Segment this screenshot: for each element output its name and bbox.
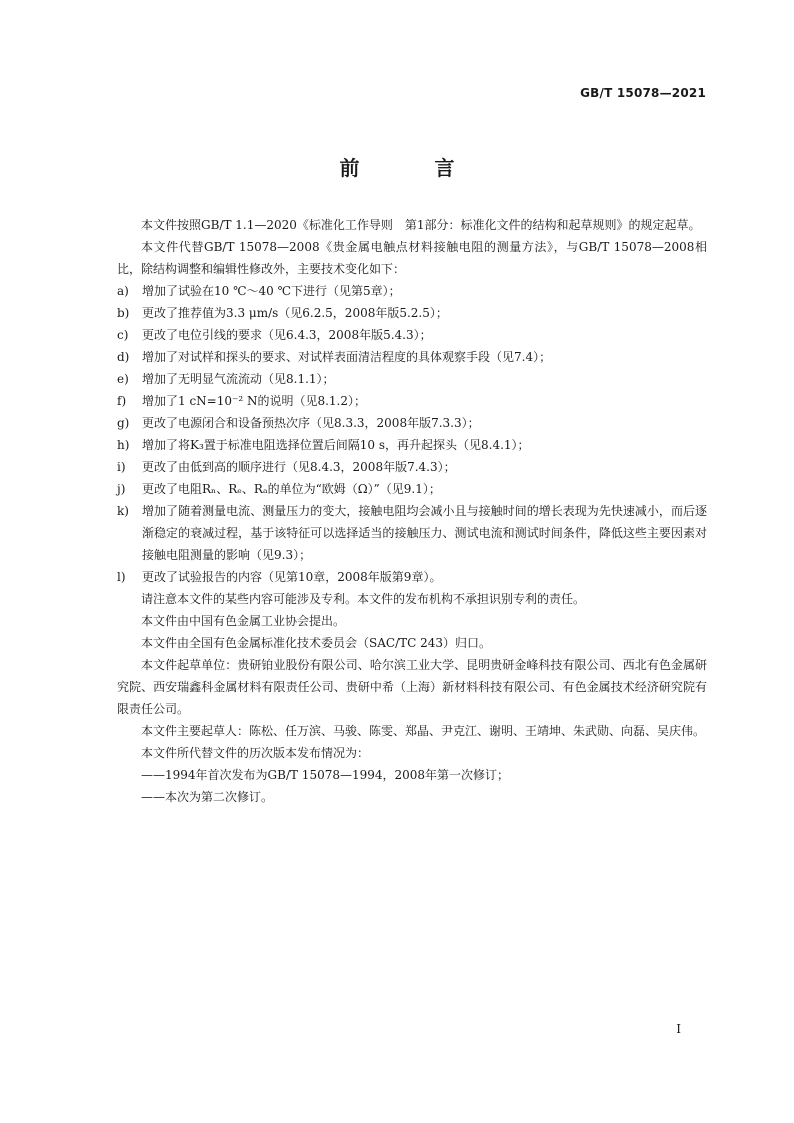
page-title: 前 言 [339, 156, 489, 180]
changes-list [117, 280, 707, 588]
paragraph-drafting-units: 本文件起草单位：贵研铂业股份有限公司、哈尔滨工业大学、昆明贵研金峰科技有限公司、西北有色金属研究院、西安瑞鑫科金属材料有限责任公司、贵研中希（上海）新材料科技有限公司、有色金属技术经济研究院有限责任公司。 [117, 658, 707, 716]
list-marker: b) [117, 306, 130, 320]
list-item [117, 302, 707, 324]
list-item-text: 更改了电阻Rₙ、Rₑ、Rₐ的单位为“欧姆（Ω）”（见9.1）； [142, 482, 441, 496]
list-marker: h) [117, 438, 130, 452]
list-item-text: 增加了1 cN=10⁻² N的说明（见8.1.2）； [142, 394, 366, 408]
list-marker: d) [117, 350, 130, 364]
list-item [117, 500, 707, 566]
list-marker: l) [117, 570, 126, 584]
paragraph-drafting-rule: 本文件按照GB/T 1.1—2020《标准化工作导则 第1部分：标准化文件的结构和起草规则》的规定起草。 [141, 218, 701, 232]
paragraph-patent-notice: 请注意本文件的某些内容可能涉及专利。本文件的发布机构不承担识别专利的责任。 [141, 592, 586, 606]
list-item-text: 更改了推荐值为3.3 μm/s（见6.2.5，2008年版5.2.5）； [142, 306, 448, 320]
list-item [117, 566, 707, 588]
list-item-text: 更改了试验报告的内容（见第10章，2008年版第9章）。 [142, 570, 442, 584]
list-marker: e) [117, 372, 129, 386]
list-marker: a) [117, 284, 129, 298]
list-item-text: 更改了由低到高的顺序进行（见8.4.3，2008年版7.4.3）； [142, 460, 456, 474]
list-marker: j) [117, 482, 126, 496]
list-item [117, 434, 707, 456]
list-item-text: 增加了无明显气流流动（见8.1.1）； [142, 372, 335, 386]
paragraph-replaces: 本文件代替GB/T 15078—2008《贵金属电触点材料接触电阻的测量方法》，与GB/T 15078—2008相比，除结构调整和编辑性修改外，主要技术变化如下： [117, 240, 707, 276]
list-marker: i) [117, 460, 126, 474]
list-item-text: 更改了电源闭合和设备预热次序（见8.3.3，2008年版7.3.3）； [142, 416, 480, 430]
paragraph-history-intro: 本文件所代替文件的历次版本发布情况为： [141, 746, 370, 760]
list-item [117, 412, 707, 434]
list-marker: g) [117, 416, 130, 430]
list-item-text: 增加了随着测量电流、测量压力的变大，接触电阻均会减小且与接触时间的增长表现为先快速减小，而后逐渐稳定的衰减过程，基于该特征可以选择适当的接触压力、测试电流和测试时间条件，降低这些主要因素对接触电阻测量的影响（见9.3）； [142, 504, 707, 562]
paragraph-proposer: 本文件由中国有色金属工业协会提出。 [141, 614, 346, 628]
history-item: ——1994年首次发布为GB/T 15078—1994，2008年第一次修订； [141, 768, 510, 782]
list-item [117, 368, 707, 390]
page-number: I [676, 1022, 681, 1036]
list-marker: f) [117, 394, 127, 408]
list-item-text: 增加了试验在10 ℃～40 ℃下进行（见第5章）； [142, 284, 401, 298]
list-marker: c) [117, 328, 129, 342]
std-code: GB/T 15078—2021 [580, 86, 706, 100]
list-item-text: 更改了电位引线的要求（见6.4.3，2008年版5.4.3）； [142, 328, 432, 342]
foreword-body [117, 214, 707, 808]
paragraph-drafters: 本文件主要起草人：陈松、任万滨、马骏、陈雯、郑晶、尹克江、谢明、王靖坤、朱武勋、向磊、吴庆伟。 [141, 724, 706, 738]
list-item [117, 324, 707, 346]
list-item [117, 390, 707, 412]
list-item-text: 增加了对试样和探头的要求、对试样表面清洁程度的具体观察手段（见7.4）； [142, 350, 552, 364]
list-item [117, 456, 707, 478]
history-item: ——本次为第二次修订。 [141, 790, 274, 804]
list-item [117, 478, 707, 500]
list-item-text: 增加了将K₃置于标准电阻选择位置后间隔10 s，再升起探头（见8.4.1）； [142, 438, 530, 452]
paragraph-committee: 本文件由全国有色金属标准化技术委员会（SAC/TC 243）归口。 [141, 636, 492, 650]
list-item [117, 280, 707, 302]
list-marker: k) [117, 504, 129, 518]
list-item [117, 346, 707, 368]
